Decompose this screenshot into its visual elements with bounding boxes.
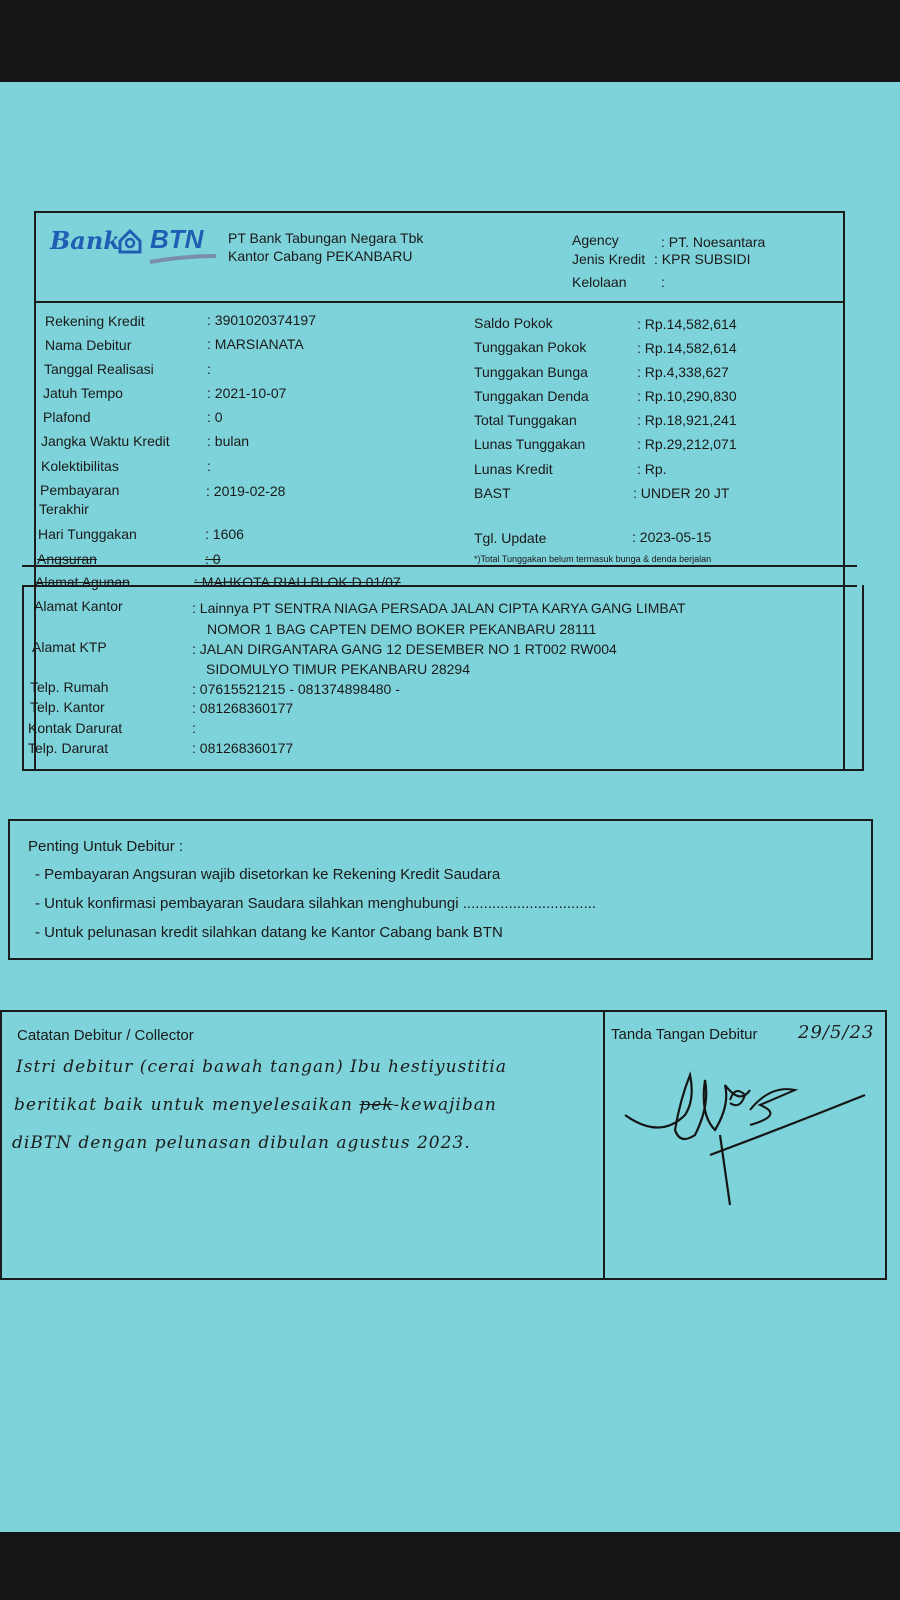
lunas-kredit-value: : Rp. [637, 461, 667, 477]
rumah-label: Telp. Rumah [30, 679, 109, 695]
header-divider [34, 301, 845, 303]
kolek-value: : [207, 458, 211, 474]
kontak-value: : [192, 720, 196, 736]
kontak-label: Kontak Darurat [28, 720, 123, 736]
handwritten-strikeout: pek [359, 1095, 394, 1115]
update-label: Tgl. Update [474, 530, 547, 546]
catatan-divider [603, 1010, 605, 1280]
notice-line-1: - Pembayaran Angsuran wajib disetorkan ke Rekening Kredit Saudara [35, 866, 501, 883]
plafond-label: Plafond [43, 409, 91, 425]
kolek-label: Kolektibilitas [41, 458, 119, 474]
address-divider-1 [22, 565, 857, 567]
kelolaan-label: Kelolaan [572, 274, 627, 290]
handwritten-note-line-2 [14, 1095, 497, 1115]
ktp-line-2: SIDOMULYO TIMUR PEKANBARU 28294 [206, 661, 471, 677]
handwritten-note-line-2a: beritikat baik untuk menyelesaikan [14, 1095, 353, 1115]
branch-name: Kantor Cabang PEKANBARU [228, 248, 413, 264]
telp-kantor-label: Telp. Kantor [30, 699, 105, 715]
bayar-label-2: Terakhir [39, 501, 89, 517]
handwritten-note-line-2b: -kewajiban [393, 1095, 497, 1115]
hari-value: : 1606 [205, 526, 244, 542]
jenis-kredit-value: : KPR SUBSIDI [654, 251, 751, 267]
logo-bank-text: Bank [50, 226, 120, 255]
agunan-value: : MAHKOTA RIAU BLOK D.01/07 [194, 574, 401, 590]
ttd-label: Tanda Tangan Debitur [611, 1026, 758, 1043]
telp-kantor-value: : 081268360177 [192, 700, 294, 716]
angsuran-value: : 0 [205, 551, 221, 567]
kantor-line-2: NOMOR 1 BAG CAPTEN DEMO BOKER PEKANBARU 28111 [207, 621, 597, 637]
tpokok-label: Tunggakan Pokok [474, 339, 587, 355]
bayar-label-1: Pembayaran [40, 482, 120, 498]
notice-title: Penting Untuk Debitur : [28, 838, 184, 855]
tunggakan-note: *)Total Tunggakan belum termasuk bunga & denda berjalan [474, 554, 712, 564]
bayar-value: : 2019-02-28 [206, 483, 286, 499]
update-value: : 2023-05-15 [632, 529, 712, 545]
hari-label: Hari Tunggakan [38, 526, 137, 542]
realisasi-label: Tanggal Realisasi [44, 361, 154, 377]
debtor-signature-icon [620, 1045, 890, 1215]
nama-label: Nama Debitur [45, 337, 132, 353]
tdenda-label: Tunggakan Denda [474, 388, 589, 404]
ktp-line-1: : JALAN DIRGANTARA GANG 12 DESEMBER NO 1 RT002 RW004 [192, 641, 617, 657]
agunan-label: Alamat Agunan [35, 574, 130, 590]
logo-swoosh-icon [148, 254, 218, 264]
darurat-value: : 081268360177 [192, 740, 294, 756]
tbunga-label: Tunggakan Bunga [474, 364, 588, 380]
saldo-label: Saldo Pokok [474, 315, 553, 331]
ttd-date: 29/5/23 [798, 1022, 875, 1043]
handwritten-note-line-3: diBTN dengan pelunasan dibulan agustus 2023. [12, 1133, 471, 1153]
notice-line-3: - Untuk pelunasan kredit silahkan datang ke Kantor Cabang bank BTN [35, 924, 503, 941]
btn-house-logo-icon [117, 228, 143, 254]
agency-value: : PT. Noesantara [661, 234, 766, 250]
darurat-label: Telp. Darurat [28, 740, 109, 756]
realisasi-value: : [207, 361, 211, 377]
jatuh-tempo-label: Jatuh Tempo [43, 385, 123, 401]
logo-btn-text: BTN [150, 224, 204, 254]
nama-value: : MARSIANATA [207, 336, 304, 352]
tbunga-value: : Rp.4,338,627 [637, 364, 729, 380]
saldo-value: : Rp.14,582,614 [637, 316, 737, 332]
lunas-kredit-label: Lunas Kredit [474, 461, 553, 477]
bast-label: BAST [474, 485, 511, 501]
lunas-tunggakan-label: Lunas Tunggakan [474, 436, 586, 452]
jangka-label: Jangka Waktu Kredit [41, 433, 170, 449]
rekening-label: Rekening Kredit [45, 313, 145, 329]
company-name: PT Bank Tabungan Negara Tbk [228, 230, 424, 246]
angsuran-label: Angsuran [37, 551, 97, 567]
catatan-title: Catatan Debitur / Collector [17, 1027, 194, 1044]
notice-line-2: - Untuk konfirmasi pembayaran Saudara silahkan menghubungi ................................ [35, 895, 597, 912]
handwritten-note-line-1: Istri debitur (cerai bawah tangan) Ibu hestiyustitia [16, 1057, 508, 1077]
kantor-line-1: : Lainnya PT SENTRA NIAGA PERSADA JALAN CIPTA KARYA GANG LIMBAT [192, 600, 686, 616]
kelolaan-value: : [661, 274, 665, 290]
jatuh-tempo-value: : 2021-10-07 [207, 385, 287, 401]
tdenda-value: : Rp.10,290,830 [637, 388, 737, 404]
tpokok-value: : Rp.14,582,614 [637, 340, 737, 356]
ktp-label: Alamat KTP [32, 639, 107, 655]
plafond-value: : 0 [207, 409, 223, 425]
kantor-label: Alamat Kantor [34, 598, 123, 614]
total-value: : Rp.18,921,241 [637, 412, 737, 428]
agency-label: Agency [572, 232, 619, 248]
jangka-value: : bulan [207, 433, 250, 449]
rekening-value: : 3901020374197 [207, 312, 316, 328]
total-label: Total Tunggakan [474, 412, 577, 428]
jenis-kredit-label: Jenis Kredit [572, 251, 646, 267]
bast-value: : UNDER 20 JT [633, 485, 730, 501]
rumah-value: : 07615521215 - 081374898480 - [192, 681, 400, 697]
lunas-tunggakan-value: : Rp.29,212,071 [637, 436, 737, 452]
